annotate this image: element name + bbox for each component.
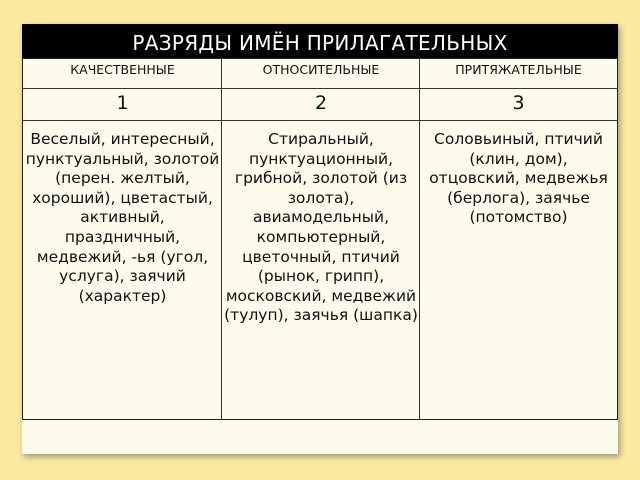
examples-qualitative: Веселый, интересный, пунктуальный, золотой (перен. желтый, хороший), цветастый, активный, праздничный, медвежий, -ья (угол, услуга), заячий (характер) [25, 130, 220, 305]
slide [22, 24, 618, 454]
number-relative: 2 [314, 92, 328, 114]
number-qualitative: 1 [116, 92, 129, 114]
examples-relative: Стиральный, пунктуационный, грибной, золотой (из золота), авиамодельный, компьютерный, цветочный, птичий (рынок, грипп), московский, медвежий (тулуп), заячья (шапка) [224, 130, 418, 325]
header-qualitative: КАЧЕСТВЕННЫЕ [70, 62, 175, 77]
table-title: РАЗРЯДЫ ИМЁН ПРИЛАГАТЕЛЬНЫХ [22, 24, 618, 58]
number-possessive: 3 [512, 92, 525, 114]
header-relative: ОТНОСИТЕЛЬНЫЕ [262, 62, 380, 77]
adjective-categories-table [22, 58, 618, 420]
examples-possessive: Соловьиный, птичий (клин, дом), отцовский, медвежья (берлога), заячье (потомство) [429, 130, 608, 227]
header-possessive: ПРИТЯЖАТЕЛЬНЫЕ [455, 62, 582, 77]
